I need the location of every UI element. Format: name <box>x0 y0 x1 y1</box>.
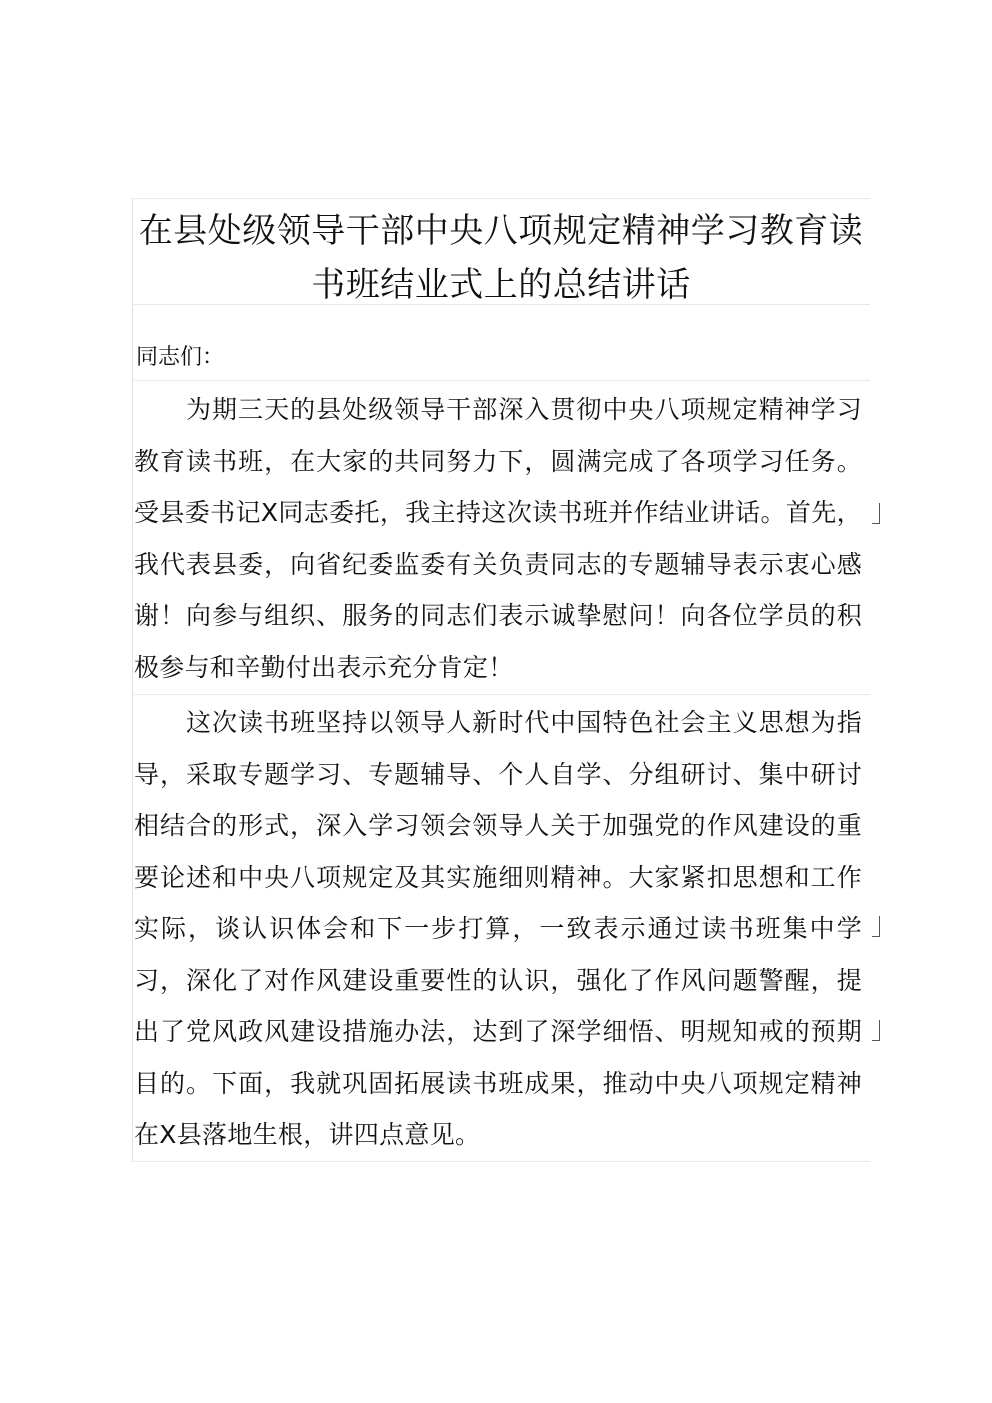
margin-mark <box>872 503 880 524</box>
divider-bottom <box>132 1161 870 1162</box>
divider-after-paragraph-1 <box>132 694 870 695</box>
document-title: 在县处级领导干部中央八项规定精神学习教育读书班结业式上的总结讲话 <box>138 211 864 305</box>
margin-mark <box>872 1020 880 1041</box>
paragraph-2: 这次读书班坚持以领导人新时代中国特色社会主义思想为指导，采取专题学习、专题辅导、个人自学、分组研讨、集中研讨相结合的形式，深入学习领会领导人关于加强党的作风建设的重要论述和中央八项规定及其实施细则精神。大家紧扣思想和工作实际，谈认识体会和下一步打算，一致表示通过读书班集中学习，深化了对作风建设重要性的认识，强化了作风问题警醒，提出了党风政风建设措施办法，达到了深学细悟、明规知戒的预期目的。下面，我就巩固拓展读书班成果，推动中央八项规定精神在X县落地生根，讲四点意见。 <box>134 708 862 1149</box>
divider-top <box>132 198 870 199</box>
divider-after-greeting <box>132 380 870 381</box>
margin-mark <box>872 916 880 937</box>
paragraph-1: 为期三天的县处级领导干部深入贯彻中央八项规定精神学习教育读书班，在大家的共同努力下，圆满完成了各项学习任务。受县委书记X同志委托，我主持这次读书班并作结业讲话。首先，我代表县委，向省纪委监委有关负责同志的专题辅导表示衷心感谢！向参与组织、服务的同志们表示诚挚慰问！向各位学员的积极参与和辛勤付出表示充分肯定！ <box>134 395 862 682</box>
greeting: 同志们： <box>136 345 225 370</box>
